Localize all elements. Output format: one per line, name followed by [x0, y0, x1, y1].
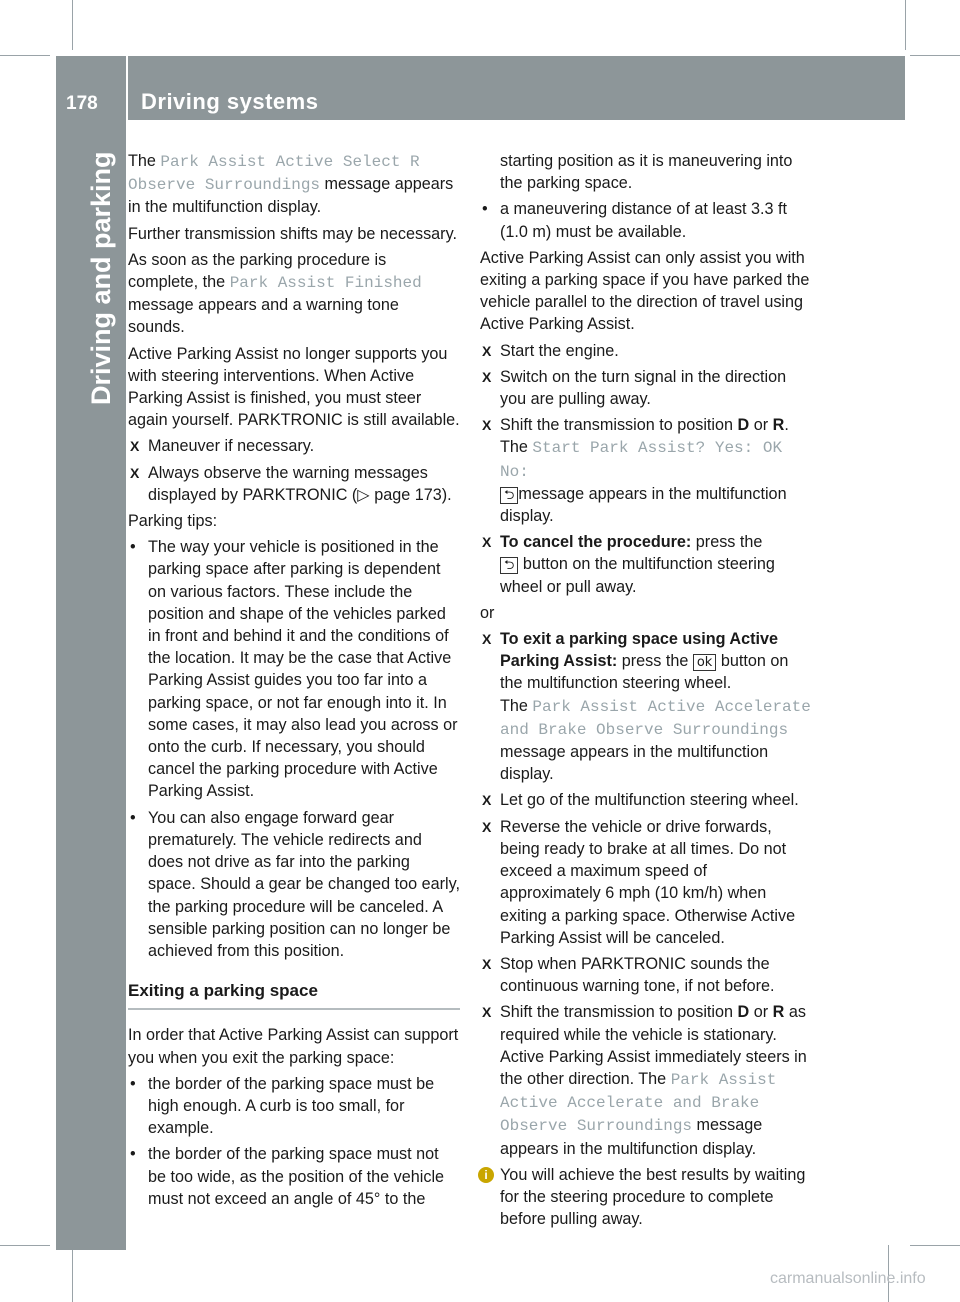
left-column	[128, 150, 460, 1214]
paragraph: Parking tips:	[128, 512, 218, 531]
display-message: Start Park Assist? Yes: OK No:	[500, 439, 783, 481]
paragraph: In order that Active Parking Assist can support you when you exit the parking space:	[128, 1026, 459, 1067]
section-heading: Exiting a parking space	[128, 980, 460, 1010]
display-message: Park Assist Active Accelerate and Brake Observe Surroundings	[500, 1070, 777, 1136]
step-item: X Shift the transmission to position D or R. The Start Park Assist? Yes: OK No: ⮌ message appears in the multifunction display.	[480, 414, 812, 527]
side-tab-label: Driving and parking	[86, 151, 116, 405]
paragraph: Active Parking Assist can only assist you with exiting a parking space if you have parked the vehicle parallel to the direction of travel using Active Parking Assist.	[480, 248, 810, 334]
display-message: Park Assist Active Select R	[160, 153, 420, 171]
display-message: Observe Surroundings	[128, 176, 321, 195]
paragraph: Further transmission shifts may be necessary.	[128, 224, 457, 243]
back-key-icon: ⮌	[500, 557, 518, 574]
crop-mark	[72, 1245, 73, 1302]
ok-key-icon: ok	[693, 654, 716, 671]
back-key-icon: ⮌	[500, 487, 518, 504]
bullet-item: • You can also engage forward gear prematurely. The vehicle redirects and does not drive as far into the parking space. Should a gear be changed too early, the parking procedure will be canceled. A sensible parking position can no longer be achieved from this position.	[128, 807, 460, 962]
bullet-item: • The way your vehicle is positioned in the parking space after parking is dependent on various factors. These include the position and shape of the vehicles parked in front and behind it and the conditions of the location. It may be the case that Active Parking Assist guides you too far into a parking space, or not far enough into it. In some cases, it may also lead you across or onto the curb. If necessary, you should cancel the parking procedure with Active Parking Assist.	[128, 536, 460, 802]
crop-mark	[905, 0, 906, 50]
step-item: X Reverse the vehicle or drive forwards, being ready to brake at all times. Do not exceed a maximum speed of approximately 6 mph (10 km/h) when exiting a parking space. Otherwise Active Parking Assist will be canceled.	[480, 816, 812, 949]
footer-watermark[interactable]: carmanualsonline.info	[770, 1270, 926, 1287]
bullet-item: • a maneuvering distance of at least 3.3 ft (1.0 m) must be available.	[480, 198, 812, 242]
paragraph: As soon as the parking procedure is complete, the Park Assist Finished message appears and a warning tone sounds.	[128, 250, 422, 337]
paragraph: starting position as it is maneuvering into the parking space.	[500, 152, 793, 193]
paragraph: The Park Assist Active Select R Observe Surroundings message appears in the multifunction display.	[128, 152, 454, 217]
bullet-item: • the border of the parking space must not be too wide, as the position of the vehicle must not exceed an angle of 45° to the	[128, 1143, 460, 1210]
info-icon: i	[478, 1167, 494, 1183]
display-message: Park Assist Finished	[229, 274, 422, 293]
crop-mark	[0, 1245, 50, 1246]
step-item: X Stop when PARKTRONIC sounds the continuous warning tone, if not before.	[480, 953, 812, 997]
crop-mark	[0, 55, 50, 56]
page-number: 178	[66, 93, 98, 114]
step-item: X Start the engine.	[480, 340, 812, 362]
section-title: Driving systems	[141, 89, 319, 114]
right-column	[480, 150, 812, 1234]
paragraph: or	[480, 603, 495, 622]
step-item: X To cancel the procedure: press the ⮌ button on the multifunction steering wheel or pull away.	[480, 531, 812, 598]
step-item: X Switch on the turn signal in the direction you are pulling away.	[480, 366, 812, 410]
crop-mark	[72, 0, 73, 50]
step-item: X Let go of the multifunction steering wheel.	[480, 789, 812, 811]
crop-mark	[910, 1245, 960, 1246]
step-item: X Shift the transmission to position D or R as required while the vehicle is stationary. Active Parking Assist immediately steers in the other direction. The Park Assist Active Accelerate and Brake Observe Surroundings message appears in the multifunction display.	[480, 1001, 812, 1159]
display-message: Park Assist Active Accelerate and Brake Observe Surroundings	[500, 697, 811, 739]
info-note: i You will achieve the best results by waiting for the steering procedure to complete before pulling away.	[480, 1164, 812, 1231]
bullet-item: • the border of the parking space must be high enough. A curb is too small, for example.	[128, 1073, 460, 1140]
step-item: X Always observe the warning messages displayed by PARKTRONIC (▷ page 173).	[128, 462, 460, 506]
step-item: X Maneuver if necessary.	[128, 435, 460, 457]
step-item: X To exit a parking space using Active Parking Assist: press the ok button on the multifunction steering wheel. The Park Assist Active Accelerate and Brake Observe Surroundings message appears in the multifunction display.	[480, 628, 812, 785]
crop-mark	[910, 55, 960, 56]
paragraph: Active Parking Assist no longer supports you with steering interventions. When Active Parking Assist is finished, you must steer again yourself. PARKTRONIC is still available.	[128, 344, 460, 430]
